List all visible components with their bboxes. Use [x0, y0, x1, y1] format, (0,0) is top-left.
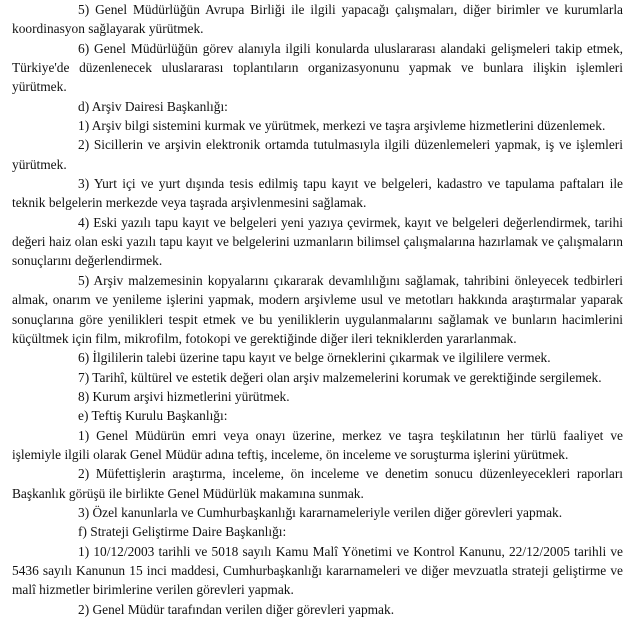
paragraph-e2: 2) Müfettişlerin araştırma, inceleme, ön inceleme ve denetim sonucu düzenleyecekleri raporları Başkanlık görüşü ile birlikte Genel Müdürlük makamına sunmak.	[12, 466, 623, 501]
paragraph-f2: 2) Genel Müdür tarafından verilen diğer görevleri yapmak.	[78, 601, 395, 617]
paragraph-f1: 1) 10/12/2003 tarihli ve 5018 sayılı Kamu Malî Yönetimi ve Kontrol Kanunu, 22/12/2005 tarihli ve 5436 sayılı Kanunun 15 inci maddesi, Cumhurbaşkanlığı kararnameleri ve diğer mevzuatla strateji geliştirme ve malî hizmetler birimlerine verilen görevleri yapmak.	[12, 543, 623, 598]
paragraph-d1: 1) Arşiv bilgi sistemini kurmak ve yürütmek, merkezi ve taşra arşivleme hizmetlerini düzenlemek.	[78, 118, 606, 134]
paragraph-e1: 1) Genel Müdürün emri veya onayı üzerine, merkez ve taşra teşkilatının her türlü faaliyet ve işlemiyle ilgili olarak Genel Müdür adına teftiş, inceleme, ön inceleme ve soruşturma işlerini yürütmek.	[12, 427, 623, 462]
section-heading-e-inspection: e) Teftiş Kurulu Başkanlığı:	[78, 408, 228, 424]
paragraph-6-international: 6) Genel Müdürlüğün görev alanıyla ilgili konularda uluslararası alandaki gelişmeleri takip etmek, Türkiye'de düzenlenecek uluslararası toplantıların organizasyonunu yapmak ve bunlara ilişkin işlemleri yürütmek.	[12, 40, 623, 95]
paragraph-d7: 7) Tarihî, kültürel ve estetik değeri olan arşiv malzemelerini korumak ve gerektiğinde sergilemek.	[78, 369, 602, 385]
paragraph-d8: 8) Kurum arşivi hizmetlerini yürütmek.	[78, 388, 290, 404]
paragraph-d2: 2) Sicillerin ve arşivin elektronik ortamda tutulmasıyla ilgili düzenlemeleri yapmak, iş ve işlemleri yürütmek.	[12, 137, 623, 172]
paragraph-d5: 5) Arşiv malzemesinin kopyalarını çıkararak devamlılığını sağlamak, tahribini önleyecek tedbirleri almak, onarım ve yenileme işlerini yapmak, modern arşivleme usul ve metotları hakkında araştırmalar yaparak sonuçlarına göre yenilikleri tespit etmek ve bu yeniliklerin uygulanmalarını sağlamak ve bunların hacimlerini küçültmek için film, mikrofilm, fotokopi ve gerektiğinde diğer ileri tekniklerden yararlanmak.	[12, 272, 623, 346]
section-heading-d-archive: d) Arşiv Dairesi Başkanlığı:	[78, 98, 228, 114]
paragraph-d6: 6) İlgililerin talebi üzerine tapu kayıt ve belge örneklerini çıkarmak ve ilgililere vermek.	[78, 350, 551, 366]
paragraph-d4: 4) Eski yazılı tapu kayıt ve belgeleri yeni yazıya çevirmek, kayıt ve belgeleri değerlendirmek, tarihi değeri haiz olan eski yazılı tapu kayıt ve belgelerini uzmanların bilimsel çalışmalarına hazırlamak ve çalışmaların sonuçlarını değerlendirmek.	[12, 214, 623, 269]
paragraph-e3: 3) Özel kanunlarla ve Cumhurbaşkanlığı kararnameleriyle verilen diğer görevleri yapmak.	[78, 504, 563, 520]
paragraph-d3: 3) Yurt içi ve yurt dışında tesis edilmiş tapu kayıt ve belgeleri, kadastro ve tapulama paftaları ile teknik belgelerin merkezde veya taşrada arşivlenmesini sağlamak.	[12, 176, 623, 211]
paragraph-5-eu-coordination: 5) Genel Müdürlüğün Avrupa Birliği ile ilgili yapacağı çalışmaları, diğer birimler ve kurumlarla koordinasyon sağlayarak yürütmek.	[12, 2, 623, 37]
section-heading-f-strategy: f) Strateji Geliştirme Daire Başkanlığı:	[78, 524, 287, 540]
